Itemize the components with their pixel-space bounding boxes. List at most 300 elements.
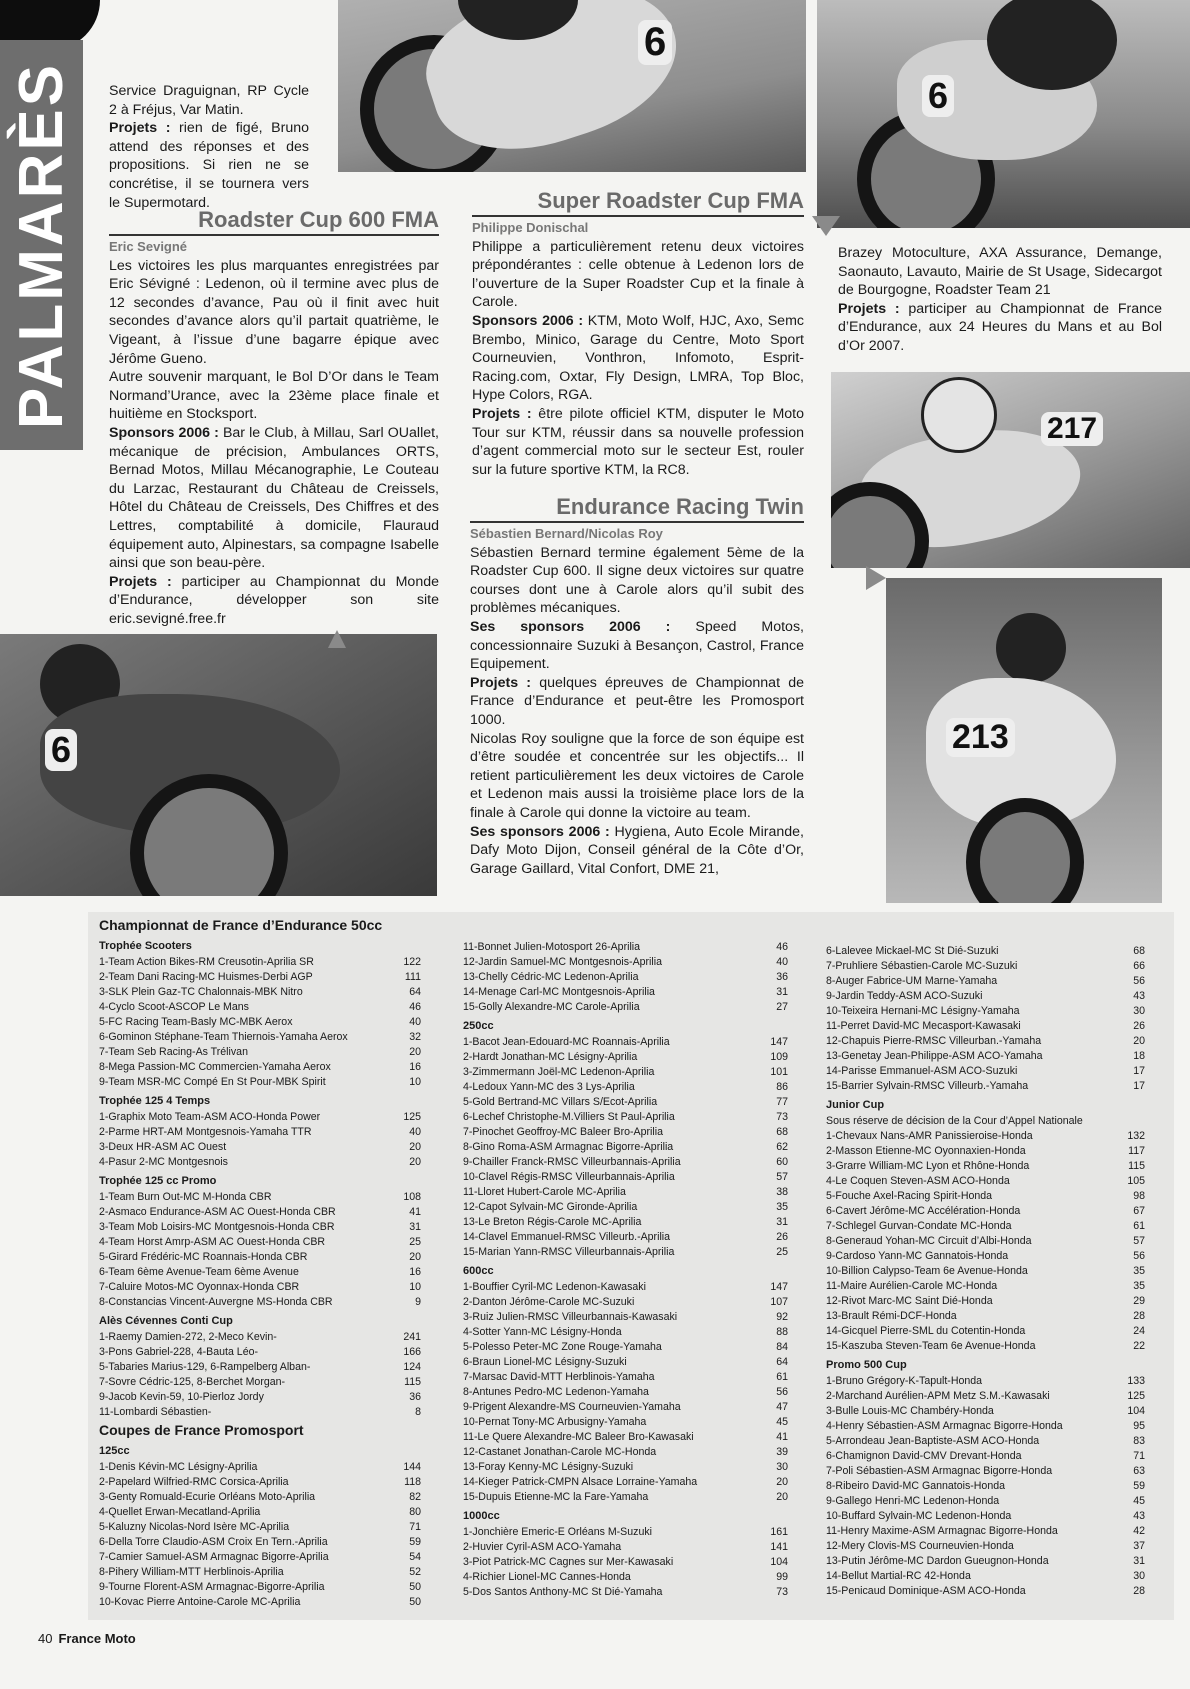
result-name: 8-Antunes Pedro-MC Ledenon-Yamaha xyxy=(463,1386,649,1398)
result-name: 4-Richier Lionel-MC Cannes-Honda xyxy=(463,1571,631,1583)
result-points: 37 xyxy=(1133,1540,1145,1552)
result-name: 7-Schlegel Gurvan-Condate MC-Honda xyxy=(826,1220,1012,1232)
result-row xyxy=(826,974,1145,989)
result-row xyxy=(99,1280,421,1295)
result-row xyxy=(99,1550,421,1565)
result-points: 47 xyxy=(776,1401,788,1413)
result-points: 20 xyxy=(776,1491,788,1503)
result-name: 6-Team 6ème Avenue-Team 6ème Avenue xyxy=(99,1266,299,1278)
result-name: 1-Team Burn Out-MC M-Honda CBR xyxy=(99,1191,272,1203)
result-row xyxy=(463,1310,788,1325)
sponsors-text: Bar le Club, à Millau, Sarl OUallet, mécanique de précision, Ambulances ORTS, Bernad Motos, Millau Mécanographie, Le Couteau du Larzac, Restaurant du Château de Creissels, Hôtel du Château de Creissels, Des Chiffres et des Lettres, comptabilité à domicile, Flauraud équipement auto, Alpinestars, sa compagne Isabelle ainsi que son beau-père. xyxy=(109,424,439,572)
result-points: 50 xyxy=(409,1581,421,1593)
result-row xyxy=(99,1110,421,1125)
result-points: 31 xyxy=(776,986,788,998)
result-row xyxy=(463,1385,788,1400)
result-points: 61 xyxy=(1133,1220,1145,1232)
result-row xyxy=(463,1475,788,1490)
result-row xyxy=(99,1505,421,1520)
results-col-1 xyxy=(99,915,421,1610)
result-points: 99 xyxy=(776,1571,788,1583)
result-points: 125 xyxy=(403,1111,421,1123)
result-name: 1-Bouffier Cyril-MC Ledenon-Kawasaki xyxy=(463,1281,646,1293)
result-name: 3-SLK Plein Gaz-TC Chalonnais-MBK Nitro xyxy=(99,986,303,998)
result-row xyxy=(463,1295,788,1310)
result-name: 3-Team Mob Loisirs-MC Montgesnois-Honda CBR xyxy=(99,1221,335,1233)
result-name: 8-Pihery William-MTT Herblinois-Aprilia xyxy=(99,1566,284,1578)
results-col-2 xyxy=(463,940,788,1600)
result-row xyxy=(99,1155,421,1170)
intro-text: Service Draguignan, RP Cycle 2 à Fréjus, Var Matin. xyxy=(109,83,309,118)
result-row xyxy=(99,985,421,1000)
result-points: 42 xyxy=(1133,1525,1145,1537)
sponsors-label: Sponsors 2006 : xyxy=(109,424,219,441)
rider-name: Eric Sevigné xyxy=(109,239,188,254)
result-name: 15-Penicaud Dominique-ASM ACO-Honda xyxy=(826,1585,1026,1597)
result-points: 118 xyxy=(404,1476,421,1488)
results-subheading: Trophée 125 cc Promo xyxy=(99,1175,217,1187)
projets-label: Projets : xyxy=(109,573,172,590)
projets-label: Projets : xyxy=(838,300,900,317)
result-points: 68 xyxy=(1133,945,1145,957)
result-row xyxy=(99,1000,421,1015)
result-points: 67 xyxy=(1133,1205,1145,1217)
result-row xyxy=(99,1250,421,1265)
paragraph: Les victoires les plus marquantes enregistrées par Eric Sévigné : Ledenon, où il termine avec plus de 12 secondes d’avance, Pau où il finit avec huit secondes d’avance alors qu’il partait quatrième, le Vigeant, à l’issue d’une bagarre épique avec Jérôme Gueno. xyxy=(109,257,439,367)
result-points: 95 xyxy=(1133,1420,1145,1432)
result-points: 22 xyxy=(1133,1340,1145,1352)
result-name: 5-Fouche Axel-Racing Spirit-Honda xyxy=(826,1190,993,1202)
result-points: 132 xyxy=(1127,1130,1145,1142)
projets-label: Projets : xyxy=(470,674,532,691)
result-points: 82 xyxy=(409,1491,421,1503)
result-name: 14-Bellut Martial-RC 42-Honda xyxy=(826,1570,971,1582)
result-row xyxy=(463,1400,788,1415)
result-row xyxy=(463,1050,788,1065)
result-name: 3-Pons Gabriel-228, 4-Bauta Léo- xyxy=(99,1346,258,1358)
sponsors-text: Speed Motos, concessionnaire Suzuki à Besançon, Castrol, France Equipement. xyxy=(470,618,804,673)
result-row xyxy=(463,1445,788,1460)
photo-top-right: 6 xyxy=(817,0,1190,228)
result-row xyxy=(463,1585,788,1600)
result-row xyxy=(826,1294,1145,1309)
result-points: 84 xyxy=(776,1341,788,1353)
result-row xyxy=(99,1390,421,1405)
result-name: 7-Marsac David-MTT Herblinois-Yamaha xyxy=(463,1371,655,1383)
paragraph: Philippe a particulièrement retenu deux victoires prépondérantes : celle obtenue à Ledenon lors de l’ouverture de la Super Roadster Cup et la finale à Carole. xyxy=(472,238,804,311)
result-name: 8-Gino Roma-ASM Armagnac Bigorre-Aprilia xyxy=(463,1141,674,1153)
result-points: 101 xyxy=(770,1066,788,1078)
result-points: 40 xyxy=(409,1016,421,1028)
result-points: 31 xyxy=(409,1221,421,1233)
result-name: 15-Kaszuba Steven-Team 6e Avenue-Honda xyxy=(826,1340,1036,1352)
result-points: 109 xyxy=(770,1051,788,1063)
result-row xyxy=(826,1189,1145,1204)
intro-projets-label: Projets : xyxy=(109,120,171,137)
result-row xyxy=(826,1049,1145,1064)
result-points: 54 xyxy=(409,1551,421,1563)
result-row xyxy=(826,1389,1145,1404)
result-row xyxy=(826,1264,1145,1279)
result-row xyxy=(99,1475,421,1490)
result-name: 5-Dos Santos Anthony-MC St Dié-Yamaha xyxy=(463,1586,663,1598)
result-name: 13-Chelly Cédric-MC Ledenon-Aprilia xyxy=(463,971,639,983)
result-name: 9-Cardoso Yann-MC Gannatois-Honda xyxy=(826,1250,1009,1262)
result-row xyxy=(463,1370,788,1385)
photo-right-middle: 217 xyxy=(831,372,1190,568)
result-name: 6-Cavert Jérôme-MC Accélération-Honda xyxy=(826,1205,1021,1217)
result-row xyxy=(99,1330,421,1345)
result-name: 12-Chapuis Pierre-RMSC Villeurban.-Yamaha xyxy=(826,1035,1042,1047)
result-name: 8-Constancias Vincent-Auvergne MS-Honda CBR xyxy=(99,1296,333,1308)
result-points: 24 xyxy=(1133,1325,1145,1337)
result-name: 12-Mery Clovis-MS Courneuvien-Honda xyxy=(826,1540,1014,1552)
rider-name: Philippe Donischal xyxy=(472,220,589,235)
result-row xyxy=(826,1219,1145,1234)
results-subheading: Trophée Scooters xyxy=(99,940,192,952)
endurance-continued xyxy=(838,244,1162,356)
result-points: 56 xyxy=(1133,1250,1145,1262)
paragraph: Sébastien Bernard termine également 5ème de la Roadster Cup 600. Il signe deux victoires sur quatre courses dont une à Carole alors qu’il subit des problèmes mécaniques. xyxy=(470,544,804,617)
result-name: 5-FC Racing Team-Basly MC-MBK Aerox xyxy=(99,1016,293,1028)
photo-left-lower: 6 xyxy=(0,634,437,896)
result-points: 63 xyxy=(1133,1465,1145,1477)
result-name: 11-Perret David-MC Mecasport-Kawasaki xyxy=(826,1020,1021,1032)
result-name: 6-Braun Lionel-MC Lésigny-Suzuki xyxy=(463,1356,627,1368)
result-points: 46 xyxy=(776,941,788,953)
result-points: 73 xyxy=(776,1111,788,1123)
result-points: 88 xyxy=(776,1326,788,1338)
result-points: 16 xyxy=(409,1266,421,1278)
result-points: 17 xyxy=(1133,1065,1145,1077)
result-points: 92 xyxy=(776,1311,788,1323)
result-row xyxy=(826,1404,1145,1419)
projets-text: participer au Championnat du Monde d’Endurance, développer son site eric.sevigné.free.fr xyxy=(109,573,439,627)
result-name: 13-Brault Rémi-DCF-Honda xyxy=(826,1310,957,1322)
result-row xyxy=(99,1535,421,1550)
result-name: 2-Papelard Wilfried-RMC Corsica-Aprilia xyxy=(99,1476,289,1488)
result-points: 9 xyxy=(415,1296,421,1308)
result-row xyxy=(99,1060,421,1075)
projets-text: être pilote officiel KTM, disputer le Moto Tour sur KTM, réussir dans sa nouvelle profession d’agent commercial moto sur le secteur Est, rouler sur la future sportive KTM, la RC8. xyxy=(472,405,804,478)
result-row xyxy=(463,1245,788,1260)
result-name: 5-Gold Bertrand-MC Villars S/Ecot-Aprilia xyxy=(463,1096,658,1108)
result-row xyxy=(826,1509,1145,1524)
result-name: 7-Camier Samuel-ASM Armagnac Bigorre-Aprilia xyxy=(99,1551,329,1563)
results-subheading: Promo 500 Cup xyxy=(826,1359,907,1371)
result-name: 9-Chailler Franck-RMSC Villeurbannais-Aprilia xyxy=(463,1156,681,1168)
result-name: 4-Ledoux Yann-MC des 3 Lys-Aprilia xyxy=(463,1081,635,1093)
result-row xyxy=(463,1140,788,1155)
result-points: 83 xyxy=(1133,1435,1145,1447)
result-row xyxy=(463,940,788,955)
side-label: PALMARÈS xyxy=(7,61,76,429)
result-name: 9-Jacob Kevin-59, 10-Pierloz Jordy xyxy=(99,1391,264,1403)
result-row xyxy=(463,1215,788,1230)
result-name: 14-Parisse Emmanuel-ASM ACO-Suzuki xyxy=(826,1065,1018,1077)
result-points: 86 xyxy=(776,1081,788,1093)
result-points: 45 xyxy=(1133,1495,1145,1507)
projets-label: Projets : xyxy=(472,405,532,422)
results-subheading: 125cc xyxy=(99,1445,130,1457)
result-points: 39 xyxy=(776,1446,788,1458)
result-points: 125 xyxy=(1127,1390,1145,1402)
result-points: 122 xyxy=(403,956,421,968)
result-points: 61 xyxy=(776,1371,788,1383)
result-row xyxy=(463,970,788,985)
result-row xyxy=(99,1460,421,1475)
result-row xyxy=(463,1325,788,1340)
result-row xyxy=(99,1345,421,1360)
results-note: Sous réserve de décision de la Cour d’Appel Nationale xyxy=(826,1115,1083,1127)
result-name: 9-Gallego Henri-MC Ledenon-Honda xyxy=(826,1495,1000,1507)
result-points: 50 xyxy=(409,1596,421,1608)
result-name: 12-Jardin Samuel-MC Montgesnois-Aprilia xyxy=(463,956,663,968)
result-name: 1-Jonchière Emeric-E Orléans M-Suzuki xyxy=(463,1526,652,1538)
result-row xyxy=(826,1204,1145,1219)
result-name: 1-Chevaux Nans-AMR Panissieroise-Honda xyxy=(826,1130,1033,1142)
result-name: 1-Team Action Bikes-RM Creusotin-Aprilia SR xyxy=(99,956,314,968)
result-points: 64 xyxy=(776,1356,788,1368)
result-points: 17 xyxy=(1133,1080,1145,1092)
result-points: 147 xyxy=(770,1281,788,1293)
result-name: 6-Lalevee Mickael-MC St Dié-Suzuki xyxy=(826,945,999,957)
result-row xyxy=(463,1430,788,1445)
result-name: 15-Barrier Sylvain-RMSC Villeurb.-Yamaha xyxy=(826,1080,1029,1092)
result-row xyxy=(99,1030,421,1045)
result-row xyxy=(99,1075,421,1090)
result-name: 8-Auger Fabrice-UM Marne-Yamaha xyxy=(826,975,998,987)
result-row xyxy=(826,1249,1145,1264)
result-points: 40 xyxy=(776,956,788,968)
result-points: 43 xyxy=(1133,1510,1145,1522)
result-row xyxy=(826,1539,1145,1554)
result-row xyxy=(99,1045,421,1060)
result-points: 57 xyxy=(776,1171,788,1183)
result-points: 161 xyxy=(770,1526,788,1538)
result-row xyxy=(826,1449,1145,1464)
projets-text: participer au Championnat de France d’Endurance, aux 24 Heures du Mans et au Bol d’Or 2007. xyxy=(838,300,1162,354)
result-name: 9-Prigent Alexandre-MS Courneuvien-Yamaha xyxy=(463,1401,681,1413)
sponsors-label: Ses sponsors 2006 : xyxy=(470,823,610,840)
result-points: 32 xyxy=(409,1031,421,1043)
result-name: 1-Bacot Jean-Edouard-MC Roannais-Aprilia xyxy=(463,1036,670,1048)
result-name: 4-Henry Sébastien-ASM Armagnac Bigorre-Honda xyxy=(826,1420,1063,1432)
result-points: 107 xyxy=(770,1296,788,1308)
result-name: 13-Genetay Jean-Philippe-ASM ACO-Yamaha xyxy=(826,1050,1043,1062)
result-name: 14-Menage Carl-MC Montgesnois-Aprilia xyxy=(463,986,655,998)
result-name: 14-Gicquel Pierre-SML du Cotentin-Honda xyxy=(826,1325,1026,1337)
result-points: 41 xyxy=(776,1431,788,1443)
result-name: 5-Tabaries Marius-129, 6-Rampelberg Alban- xyxy=(99,1361,311,1373)
result-name: 10-Buffard Sylvain-MC Ledenon-Honda xyxy=(826,1510,1012,1522)
result-name: 3-Zimmermann Joël-MC Ledenon-Aprilia xyxy=(463,1066,655,1078)
result-points: 25 xyxy=(409,1236,421,1248)
result-points: 26 xyxy=(1133,1020,1145,1032)
rider-name: Sébastien Bernard/Nicolas Roy xyxy=(470,526,663,541)
paragraph: Brazey Motoculture, AXA Assurance, Demange, Saonauto, Lavauto, Mairie de St Usage, Sidecargot de Bourgogne, Roadster Team 21 xyxy=(838,245,1162,299)
result-points: 62 xyxy=(776,1141,788,1153)
result-row xyxy=(826,1374,1145,1389)
result-name: 4-Cyclo Scoot-ASCOP Le Mans xyxy=(99,1001,249,1013)
result-name: 11-Henry Maxime-ASM Armagnac Bigorre-Honda xyxy=(826,1525,1058,1537)
result-points: 141 xyxy=(770,1541,788,1553)
result-points: 52 xyxy=(409,1566,421,1578)
result-row xyxy=(463,1095,788,1110)
sponsors-text: Hygiena, Auto Ecole Mirande, Dafy Moto Dijon, Conseil général de la Côte d’Or, Garage Gaillard, Vital Confort, DME 21, xyxy=(470,823,805,877)
result-points: 56 xyxy=(1133,975,1145,987)
result-row xyxy=(463,1230,788,1245)
pointer-triangle xyxy=(812,216,840,236)
result-row xyxy=(826,1064,1145,1079)
result-row xyxy=(99,1375,421,1390)
result-points: 80 xyxy=(409,1506,421,1518)
result-points: 45 xyxy=(776,1416,788,1428)
result-points: 73 xyxy=(776,1586,788,1598)
magazine-name: France Moto xyxy=(58,1631,136,1646)
result-row xyxy=(463,1125,788,1140)
result-points: 20 xyxy=(1133,1035,1145,1047)
result-row xyxy=(99,1595,421,1610)
result-row xyxy=(826,1159,1145,1174)
roadster-section xyxy=(109,207,439,628)
result-points: 20 xyxy=(409,1046,421,1058)
result-points: 8 xyxy=(415,1406,421,1418)
result-row xyxy=(99,1295,421,1310)
result-row xyxy=(99,955,421,970)
sponsors-label: Sponsors 2006 : xyxy=(472,312,584,329)
photo-top-center: 6 xyxy=(338,0,806,172)
result-row xyxy=(826,1034,1145,1049)
result-row xyxy=(826,944,1145,959)
result-row xyxy=(826,1339,1145,1354)
result-row xyxy=(463,1555,788,1570)
result-name: 6-Della Torre Claudio-ASM Croix En Tern.-Aprilia xyxy=(99,1536,328,1548)
result-points: 108 xyxy=(403,1191,421,1203)
result-row xyxy=(826,1004,1145,1019)
result-row xyxy=(463,1340,788,1355)
result-row xyxy=(826,1144,1145,1159)
result-points: 144 xyxy=(403,1461,421,1473)
result-points: 166 xyxy=(403,1346,421,1358)
result-row xyxy=(99,1405,421,1420)
result-points: 20 xyxy=(409,1156,421,1168)
result-name: 3-Deux HR-ASM AC Ouest xyxy=(99,1141,227,1153)
result-points: 29 xyxy=(1133,1295,1145,1307)
result-row xyxy=(826,1419,1145,1434)
result-points: 18 xyxy=(1133,1050,1145,1062)
result-row xyxy=(463,955,788,970)
result-name: 8-Generaud Yohan-MC Circuit d’Albi-Honda xyxy=(826,1235,1032,1247)
result-name: 6-Chamignon David-CMV Drevant-Honda xyxy=(826,1450,1022,1462)
result-row xyxy=(826,1464,1145,1479)
result-row xyxy=(826,1494,1145,1509)
photo-right-lower: 213 xyxy=(886,578,1162,903)
result-name: 9-Tourne Florent-ASM Armagnac-Bigorre-Aprilia xyxy=(99,1581,325,1593)
result-row xyxy=(826,1129,1145,1144)
result-name: 5-Arrondeau Jean-Baptiste-ASM ACO-Honda xyxy=(826,1435,1040,1447)
result-name: 11-Bonnet Julien-Motosport 26-Aprilia xyxy=(463,941,641,953)
result-points: 38 xyxy=(776,1186,788,1198)
result-name: 10-Kovac Pierre Antoine-Carole MC-Aprilia xyxy=(99,1596,301,1608)
result-name: 2-Huvier Cyril-ASM ACO-Yamaha xyxy=(463,1541,622,1553)
result-points: 20 xyxy=(409,1251,421,1263)
result-row xyxy=(826,1584,1145,1599)
result-name: 2-Asmaco Endurance-ASM AC Ouest-Honda CBR xyxy=(99,1206,336,1218)
result-row xyxy=(463,1490,788,1505)
result-row xyxy=(463,1170,788,1185)
result-name: 10-Billion Calypso-Team 6e Avenue-Honda xyxy=(826,1265,1028,1277)
results-subheading: 1000cc xyxy=(463,1510,500,1522)
result-row xyxy=(826,1174,1145,1189)
result-name: 6-Lechef Christophe-M.Villiers St Paul-Aprilia xyxy=(463,1111,675,1123)
result-points: 46 xyxy=(409,1001,421,1013)
result-name: 13-Foray Kenny-MC Lésigny-Suzuki xyxy=(463,1461,634,1473)
result-points: 35 xyxy=(1133,1280,1145,1292)
result-points: 20 xyxy=(776,1476,788,1488)
result-name: 13-Le Breton Régis-Carole MC-Aprilia xyxy=(463,1216,642,1228)
result-row xyxy=(463,1035,788,1050)
result-row xyxy=(826,1019,1145,1034)
page-footer xyxy=(38,1631,136,1646)
result-points: 31 xyxy=(1133,1555,1145,1567)
result-row xyxy=(99,1265,421,1280)
result-name: 1-Denis Kévin-MC Lésigny-Aprilia xyxy=(99,1461,258,1473)
page-number: 40 xyxy=(38,1631,53,1646)
result-points: 59 xyxy=(1133,1480,1145,1492)
results-subheading: 600cc xyxy=(463,1265,494,1277)
result-points: 28 xyxy=(1133,1310,1145,1322)
section-title: Super Roadster Cup FMA xyxy=(472,188,804,217)
paragraph: Nicolas Roy souligne que la force de son équipe est d’être soudée et concentrée sur les objectifs... Il retient particulièrement les deux victoires de Carole et Ledenon mais aussi la troisième place lors de la finale à Carole qui donne la victoire au team. xyxy=(470,730,804,821)
result-name: 12-Rivot Marc-MC Saint Dié-Honda xyxy=(826,1295,993,1307)
result-name: 5-Polesso Peter-MC Zone Rouge-Yamaha xyxy=(463,1341,662,1353)
result-row xyxy=(99,1205,421,1220)
result-points: 26 xyxy=(776,1231,788,1243)
section-title: Roadster Cup 600 FMA xyxy=(109,207,439,236)
result-name: 14-Clavel Emmanuel-RMSC Villeurb.-Aprilia xyxy=(463,1231,671,1243)
result-row xyxy=(99,1565,421,1580)
result-points: 35 xyxy=(776,1201,788,1213)
result-points: 30 xyxy=(776,1461,788,1473)
result-row xyxy=(99,1580,421,1595)
result-name: 2-Hardt Jonathan-MC Lésigny-Aprilia xyxy=(463,1051,638,1063)
result-points: 66 xyxy=(1133,960,1145,972)
result-points: 27 xyxy=(776,1001,788,1013)
result-name: 3-Grarre William-MC Lyon et Rhône-Honda xyxy=(826,1160,1030,1172)
result-points: 241 xyxy=(403,1331,421,1343)
result-name: 7-Poli Sébastien-ASM Armagnac Bigorre-Honda xyxy=(826,1465,1053,1477)
result-name: 12-Castanet Jonathan-Carole MC-Honda xyxy=(463,1446,657,1458)
result-name: 2-Danton Jérôme-Carole MC-Suzuki xyxy=(463,1296,635,1308)
result-row xyxy=(463,1525,788,1540)
result-row xyxy=(99,1360,421,1375)
result-points: 71 xyxy=(1133,1450,1145,1462)
result-name: 3-Piot Patrick-MC Cagnes sur Mer-Kawasaki xyxy=(463,1556,674,1568)
result-name: 9-Team MSR-MC Compé En St Pour-MBK Spirit xyxy=(99,1076,326,1088)
results-subheading: Trophée 125 4 Temps xyxy=(99,1095,211,1107)
result-points: 133 xyxy=(1127,1375,1145,1387)
result-points: 124 xyxy=(403,1361,421,1373)
result-points: 60 xyxy=(776,1156,788,1168)
result-row xyxy=(463,1200,788,1215)
result-points: 25 xyxy=(776,1246,788,1258)
result-name: 7-Team Seb Racing-As Trélivan xyxy=(99,1046,248,1058)
result-row xyxy=(463,1570,788,1585)
results-subheading: 250cc xyxy=(463,1020,494,1032)
result-name: 3-Ruiz Julien-RMSC Villeurbannais-Kawasaki xyxy=(463,1311,678,1323)
result-row xyxy=(99,1520,421,1535)
